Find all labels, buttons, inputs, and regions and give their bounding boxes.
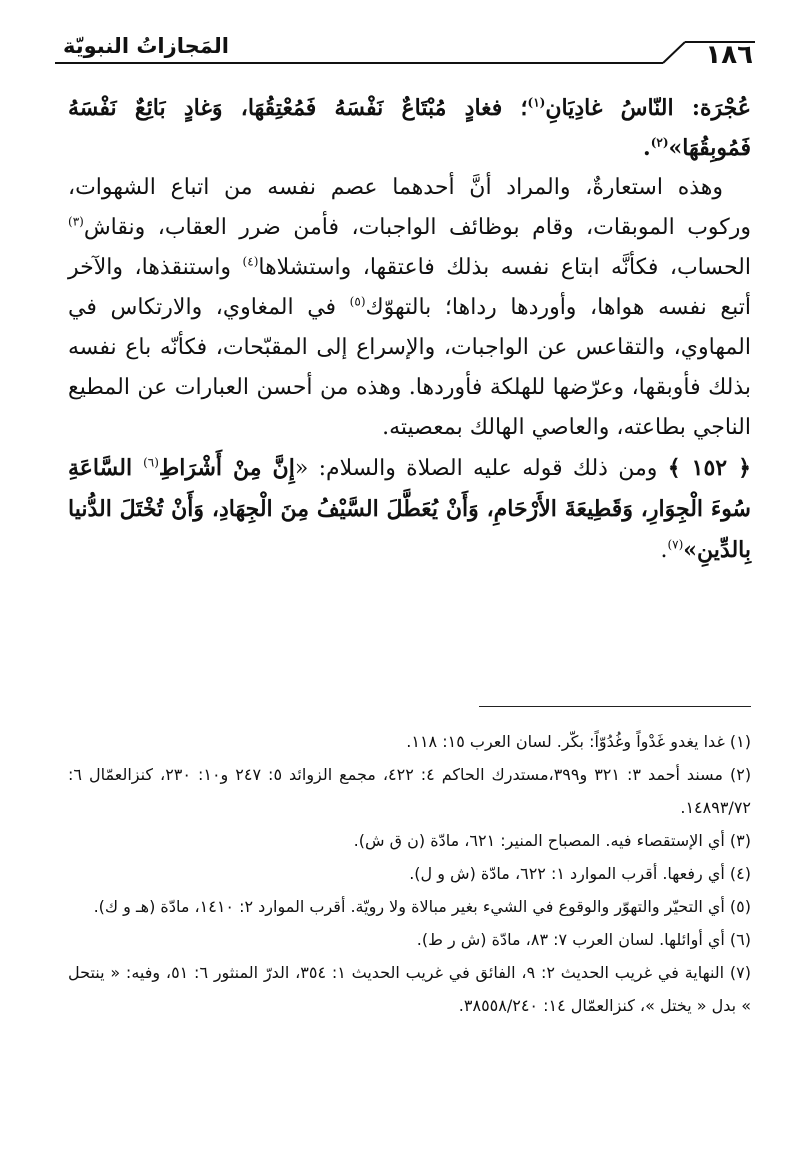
footnote-3: (٣) أي الإستقصاء فيه. المصباح المنير: ٦٢١، مادّة (ن ق ش). xyxy=(353,831,751,850)
punctuation: . xyxy=(643,135,651,161)
footnote-ref-2[interactable]: (٢) xyxy=(650,135,669,150)
hadith-text: عُجْرَة: النّاسُ غادِيَانِ xyxy=(545,95,751,121)
footnote-separator xyxy=(479,706,751,707)
paragraph-3 xyxy=(68,448,751,571)
footnotes xyxy=(68,725,751,1022)
footnote-1: (١) غدا يغدو غَدْواً وغُدُوّاً: بكّر. لسان العرب ١٥: ١١٨. xyxy=(406,732,751,751)
footnote-5: (٥) أي التحيّر والتهوّر والوقوع في الشيء بغير مبالاة ولا رويّة. أقرب الموارد ٢: ١٤١٠، مادّة (هـ و ك). xyxy=(93,897,751,916)
commentary-text: وهذه استعارةٌ، والمراد أنَّ أحدهما عصم نفسه من اتباع الشهوات، وركوب الموبقات، وقام بوظائف الواجبات، فأمن ضرر العقاب، ونقاش xyxy=(68,175,751,240)
main-text xyxy=(68,88,751,571)
commentary-text: واستنقذها، والآخر أتبع نفسه هواها، وأوردها رداها؛ بالتهوّك xyxy=(68,255,751,320)
running-title: المَجازاتُ النبويّة xyxy=(63,34,229,58)
hadith-text: ؛ فغادٍ مُبْتَاعٌ نَفْسَهُ فَمُعْتِقُهَا، وَغادٍ بَائِعٌ نَفْسَهُ فَمُوبِقُهَا» xyxy=(68,95,751,161)
hadith-text: إِنَّ مِنْ أَشْرَاطِ xyxy=(158,455,295,481)
commentary-text: الحساب، فكأنَّه ابتاع نفسه بذلك فاعتقها، واستشلاها xyxy=(258,255,751,280)
paragraph-2 xyxy=(68,168,751,448)
footnote-ref-4[interactable]: (٤) xyxy=(242,254,259,269)
footnote-4: (٤) أي رفعها. أقرب الموارد ١: ٦٢٢، مادّة (ش و ل). xyxy=(409,864,751,883)
footnote-ref-5[interactable]: (٥) xyxy=(349,294,366,309)
commentary-text: في المغاوي، والارتكاس في المهاوي، والتقاعس عن الواجبات، والإسراع إلى المقبّحات، فكأنّه باع نفسه بذلك فأوبقها، وعرّضها للهلكة فأوردها. وهذه من أحسن العبارات عن المطيع الناجي بطاعته، والعاصي الهالك بمعصيته. xyxy=(68,295,751,440)
item-number: ﴿ ١٥٢ ﴾ xyxy=(667,455,751,481)
footnote-7: (٧) النهاية في غريب الحديث ٢: ٩، الفائق في غريب الحديث ١: ٣٥٤، الدرّ المنثور ٦: ٥١، وفيه: « ينتحل » بدل « يختل »، كنزالعمّال ١٤: ٣٨٥٥٨/٢٤٠. xyxy=(68,963,752,1015)
footnote-ref-3[interactable]: (٣) xyxy=(68,214,84,229)
commentary-text: ومن ذلك قوله عليه الصلاة والسلام: « xyxy=(294,456,668,481)
footnote-ref-6[interactable]: (٦) xyxy=(143,455,159,470)
footnote-2: (٢) مسند أحمد ٣: ٣٢١ و٣٩٩،مستدرك الحاكم ٤: ٤٢٢، مجمع الزوائد ٥: ٢٤٧ و١٠: ٢٣٠، كنزالعمّال ٦: ١٤٨٩٣/٧٢. xyxy=(68,765,752,817)
page-number: ١٨٦ xyxy=(705,40,753,70)
paragraph-1 xyxy=(68,88,751,168)
footnote-6: (٦) أي أوائلها. لسان العرب ٧: ٨٣، مادّة (ش ر ط). xyxy=(416,930,751,949)
footnote-ref-1[interactable]: (١) xyxy=(527,95,546,110)
punctuation: . xyxy=(660,538,668,563)
footnote-ref-7[interactable]: (٧) xyxy=(667,537,684,552)
page-header xyxy=(55,30,755,80)
hadith-text: السَّاعَةِ سُوءَ الْجِوَارِ، وَقَطِيعَةَ الأَرْحَامِ، وَأَنْ يُعَطَّلَ السَّيْفُ مِنَ الْجِهَادِ، وَأَنْ تُخْتَلَ الدُّنيا بِالدِّينِ» xyxy=(68,455,751,563)
